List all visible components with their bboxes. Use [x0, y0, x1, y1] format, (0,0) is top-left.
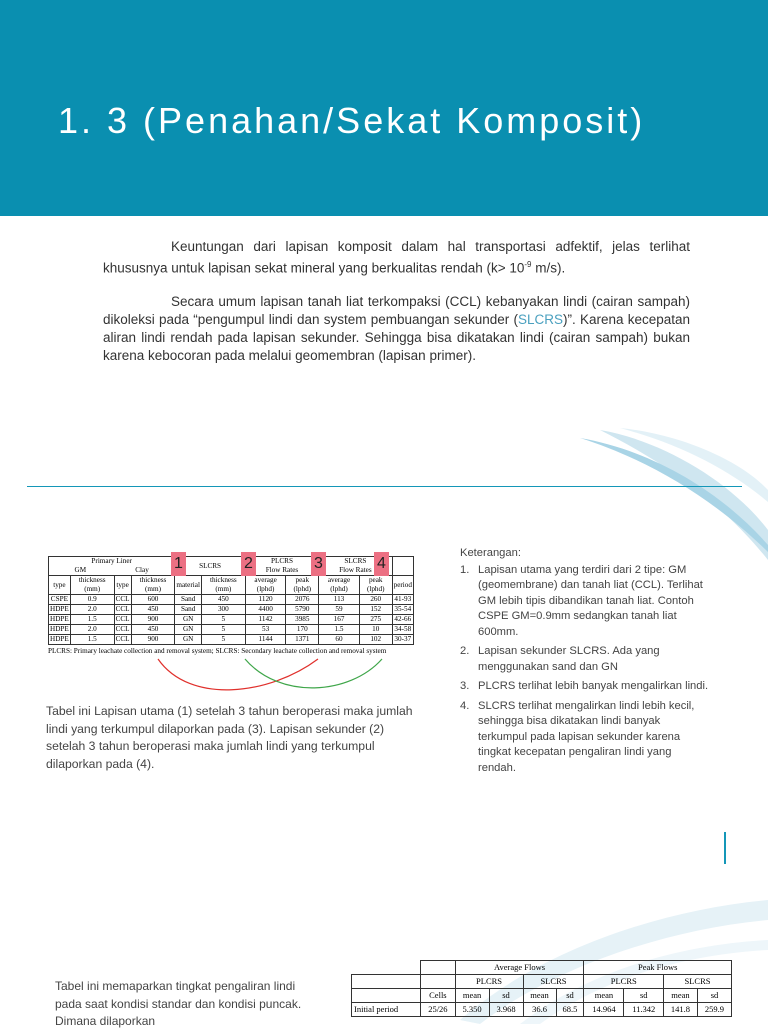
table-cell: CCL [115, 595, 130, 603]
slcrs-header: SLCRS [523, 975, 584, 989]
column-header: thickness (mm) [201, 576, 245, 595]
table-cell: 259.9 [697, 1003, 731, 1017]
blank-header [392, 557, 413, 576]
column-header: type [49, 576, 71, 595]
intro-p2-tail: )”. Karena kecepatan aliran lindi rendah pada lapisan sekunder. Sehingga bisa dikatakan lindi (cairan sampah) bukan karena kebocoran pada melalui geomembran (lapisan primer). [103, 312, 691, 363]
table-cell: 113 [319, 595, 360, 605]
item-number: 1. [460, 563, 470, 576]
table-cell: 600 [131, 595, 175, 605]
item-number: 2. [460, 645, 470, 657]
table-cell: CCL [115, 625, 130, 633]
table-cell: 5.350 [455, 1003, 489, 1017]
row-label: Initial period [352, 1003, 421, 1017]
plcrs-header: PLCRS [584, 975, 664, 989]
gm-label: GM [74, 566, 87, 574]
cells-header: Cells [421, 989, 455, 1003]
column-header: type [114, 576, 131, 595]
flows-table [351, 960, 732, 1017]
badge-1: 1 [171, 552, 186, 576]
table-cell: HDPE [50, 625, 69, 633]
table-cell: HDPE [50, 615, 69, 623]
table-cell: 1371 [286, 635, 319, 645]
table-cell: HDPE [50, 635, 69, 643]
slcrs-highlight: SLCRS [517, 312, 563, 327]
table-cell: 450 [201, 595, 245, 605]
table-cell: 260 [359, 595, 392, 605]
table-cell: 25/26 [421, 1003, 455, 1017]
green-connector-curve [245, 659, 382, 688]
table-cell: 2076 [286, 595, 319, 605]
section-divider [27, 486, 742, 487]
blank-cell [352, 961, 421, 975]
table-cell: 4400 [245, 605, 286, 615]
table-cell: 11.342 [624, 1003, 664, 1017]
table-row [352, 1003, 732, 1017]
badge-4: 4 [374, 552, 389, 576]
table-cell: 900 [131, 635, 175, 645]
liner-table-body [49, 595, 414, 645]
table-cell: 35-54 [392, 605, 413, 615]
sd-header: sd [697, 989, 731, 1003]
col-group-plcrs [245, 557, 318, 576]
title-banner [0, 0, 768, 216]
table-cell: GN [175, 615, 202, 625]
column-header: average (lphd) [245, 576, 286, 595]
peak-flows-header: Peak Flows [584, 961, 732, 975]
mean-header: mean [663, 989, 697, 1003]
table-cell: 30-37 [392, 635, 413, 645]
column-header: thickness (mm) [70, 576, 114, 595]
badge-3: 3 [311, 552, 326, 576]
item-text: PLCRS terlihat lebih banyak mengalirkan lindi. [478, 680, 709, 692]
keterangan-panel [460, 546, 710, 780]
plcrs-flow-label: Flow Rates [265, 566, 299, 574]
keterangan-list [460, 563, 710, 777]
table-cell: 14.964 [584, 1003, 624, 1017]
table-row [49, 605, 414, 615]
badge-2: 2 [241, 552, 256, 576]
table-cell: 5 [201, 625, 245, 635]
intro-p1-exponent: -9 [524, 260, 532, 269]
table-row [49, 635, 414, 645]
slcrs-flow-group-label: SLCRS [344, 557, 367, 565]
table-cell: 170 [286, 625, 319, 635]
primary-liner-label: Primary Liner [91, 557, 132, 565]
table1-caption: Tabel ini Lapisan utama (1) setelah 3 tahun beroperasi maka jumlah lindi yang terkumpul dilaporkan pada (3). Lapisan sekunder (2) setelah 3 tahun beroperasi maka jumlah lindi yang terkumpul dilaporkan pada (4). [46, 704, 413, 771]
table2-caption: Tabel ini memaparkan tingkat pengaliran lindi pada saat kondisi standar dan kondisi puncak. Dimana dilaporkan [55, 979, 302, 1028]
table-cell: Sand [175, 595, 202, 605]
table-cell: HDPE [50, 605, 69, 613]
col-group-slcrs: SLCRS [175, 557, 245, 576]
sd-header: sd [556, 989, 584, 1003]
table-row [49, 615, 414, 625]
table-cell: 900 [131, 615, 175, 625]
table-cell: CSPE [49, 595, 71, 605]
slcrs-flow-label: Flow Rates [339, 566, 372, 574]
table-cell: 59 [319, 605, 360, 615]
intro-p1-text: Keuntungan dari lapisan komposit dalam hal transportasi adfektif, jelas terlihat khususnya untuk lapisan sekat mineral yang berkualitas rendah (k> 10 [103, 239, 690, 276]
page-title: 1. 3 (Penahan/Sekat Komposit) [58, 100, 646, 141]
table-cell: 450 [131, 625, 175, 635]
table-cell: 141.8 [663, 1003, 697, 1017]
decorative-swoosh-top [580, 420, 768, 560]
keterangan-item [460, 699, 710, 777]
mean-header: mean [584, 989, 624, 1003]
connector-curves [150, 655, 390, 695]
table-cell: 68.5 [556, 1003, 584, 1017]
blank-cell [352, 975, 421, 989]
table-cell: 1.5 [319, 625, 360, 635]
column-header: period [392, 576, 413, 595]
keterangan-title: Keterangan: [460, 547, 521, 559]
table-cell: 275 [359, 615, 392, 625]
mean-header: mean [523, 989, 556, 1003]
table-row [49, 595, 414, 605]
keterangan-item [460, 644, 710, 675]
table-cell: GN [175, 635, 202, 645]
table-cell: CCL [115, 605, 130, 613]
sd-header: sd [624, 989, 664, 1003]
table-cell: 34-58 [392, 625, 413, 635]
item-number: 4. [460, 699, 470, 712]
average-flows-header: Average Flows [455, 961, 584, 975]
table-cell: 3.968 [489, 1003, 523, 1017]
table-cell: 102 [359, 635, 392, 645]
plcrs-header: PLCRS [455, 975, 523, 989]
item-text: Lapisan sekunder SLCRS. Ada yang menggunakan sand dan GN [478, 645, 660, 673]
table-row [49, 625, 414, 635]
keterangan-item [460, 679, 710, 695]
item-text: Lapisan utama yang terdiri dari 2 tipe: GM (geomembrane) dan tanah liat (CCL). Terlihat GM lebih tipis dibandikan tanah liat. Contoh CSPE GM=0.9mm sedangkan tanah liat 600mm. [478, 563, 703, 638]
plcrs-label: PLCRS [270, 557, 293, 565]
table-cell: 1.5 [70, 615, 114, 625]
table-cell: 53 [245, 625, 286, 635]
intro-p2-text: Secara umum lapisan tanah liat terkompaksi (CCL) kebanyakan lindi (cairan sampah) dikoleksi pada “pengumpul lindi dan system pembuangan sekunder ( [103, 294, 690, 327]
table1-footnote: PLCRS: Primary leachate collection and removal system; SLCRS: Secondary leachate collection and removal system [48, 647, 387, 655]
slcrs-header: SLCRS [663, 975, 731, 989]
table-cell: CCL [115, 615, 130, 623]
col-group-primary-liner [49, 557, 175, 576]
keterangan-item [460, 563, 710, 641]
clay-label: Clay [135, 566, 149, 574]
blank-cell [421, 961, 455, 975]
column-header: average (lphd) [319, 576, 360, 595]
table-cell: 3985 [286, 615, 319, 625]
table-cell: 152 [359, 605, 392, 615]
table-cell: 1120 [245, 595, 286, 605]
table-cell: 0.9 [70, 595, 114, 605]
table-cell: 60 [319, 635, 360, 645]
column-header: material [175, 576, 202, 595]
intro-paragraph-2 [103, 293, 690, 365]
table-cell: 450 [131, 605, 175, 615]
table-cell: 2.0 [70, 625, 114, 635]
table-cell: 300 [201, 605, 245, 615]
column-header: peak (lphd) [359, 576, 392, 595]
item-text: SLCRS terlihat mengalirkan lindi lebih kecil, sehingga bisa dikatakan lindi banyak terkumpul pada lapisan sekunder karena tingkat kecepatan pengaliran lindi yang rendah. [478, 699, 695, 774]
liner-table [48, 556, 414, 645]
table-cell: 1142 [245, 615, 286, 625]
red-connector-curve [158, 659, 318, 690]
column-header: thickness (mm) [131, 576, 175, 595]
table-cell: 10 [359, 625, 392, 635]
table-cell: 5790 [286, 605, 319, 615]
table-cell: 1144 [245, 635, 286, 645]
table-cell: 2.0 [70, 605, 114, 615]
table-cell: GN [175, 625, 202, 635]
blank-cell [421, 975, 455, 989]
table-cell: 167 [319, 615, 360, 625]
intro-paragraph-1 [103, 238, 690, 278]
table-cell: 5 [201, 635, 245, 645]
table-cell: 41-93 [392, 595, 413, 605]
sd-header: sd [489, 989, 523, 1003]
table-cell: 1.5 [70, 635, 114, 645]
item-number: 3. [460, 680, 470, 692]
table-cell: 42-66 [392, 615, 413, 625]
blank-cell [352, 989, 421, 1003]
column-header-row [49, 576, 414, 595]
table-cell: 36.6 [523, 1003, 556, 1017]
table-cell: Sand [175, 605, 202, 615]
table-cell: 5 [201, 615, 245, 625]
column-header: peak (lphd) [286, 576, 319, 595]
table-cell: CCL [115, 635, 130, 643]
intro-p1-tail: m/s). [531, 260, 566, 276]
mean-header: mean [455, 989, 489, 1003]
